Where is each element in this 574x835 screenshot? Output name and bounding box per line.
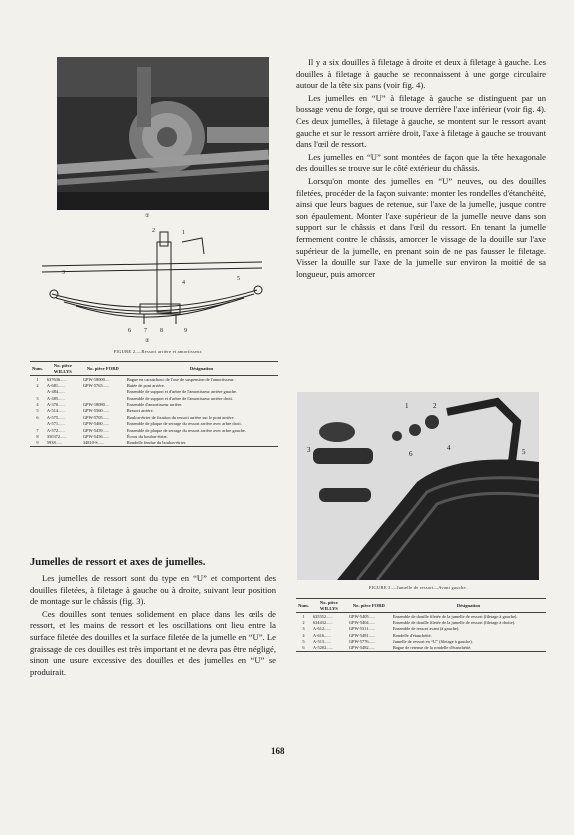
row-designation: Ensemble d'amortisseur arrière.	[126, 402, 183, 408]
table-row	[30, 376, 278, 383]
figure-2-drawing	[32, 224, 272, 336]
fig3-callout-1: 1	[405, 402, 409, 410]
header-ford: No. pièce FORD	[81, 362, 125, 376]
row-willys: 350372......	[46, 433, 67, 439]
row-num: 9	[30, 440, 45, 447]
row-num: 2	[302, 619, 305, 625]
fig3-callout-6: 6	[409, 450, 413, 458]
header-designation: Désignation	[125, 362, 278, 376]
fig3-callout-5: 5	[522, 448, 526, 456]
fig3-callout-4: 4	[447, 444, 451, 452]
row-num: 7	[36, 427, 39, 433]
figure-2-marker: ②	[145, 339, 150, 344]
fig2-callout-2: 2	[152, 228, 155, 234]
section-title: Jumelles de ressort et axes de jumelles.	[30, 557, 206, 568]
header-num: Num.	[296, 599, 311, 613]
right-paragraph-1: Il y a six douilles à filetage à droite et deux à filetage à gauche. Les douilles à filetage à gauche se reconnaissent à une gorge circulaire autour de la tête six pans (voir fig. 4).	[296, 57, 546, 91]
row-willys: A-572......	[46, 427, 65, 433]
right-paragraph-2: Les jumelles en “U” à filetage à gauche se distinguent par un bossage venu de forge, qui se trouve derrière l'axe inférieur (voir fig. 4). Ces deux jumelles, à filetage à gauche, se montent sur le ressort avant gauche et sur le ressort arrière droit, l'axe à filetage à gauche se trouvant dans l'œil de ressort.	[296, 92, 546, 150]
row-num: 6	[296, 645, 311, 652]
table-header-row	[30, 362, 278, 376]
row-num: 5	[36, 408, 39, 414]
figure-1-marker: ①	[145, 214, 150, 219]
row-num: 6	[36, 414, 39, 420]
row-ford: GPW-5459......	[82, 427, 110, 433]
row-designation: Rondelle d'étanchéité.	[392, 632, 432, 638]
row-num: 3	[302, 626, 305, 632]
row-ford: GPW-5482......	[347, 645, 391, 652]
row-designation: Ensemble de douille filetée de la jumelle de ressort (filetage à droite).	[392, 619, 516, 625]
row-ford: GPW-18000....	[82, 376, 110, 382]
row-ford: GPW-5705......	[82, 414, 110, 420]
header-willys: No. pièce WILLYS	[311, 599, 347, 613]
row-ford: GPW-5460......	[82, 421, 110, 427]
row-ford: GPW-5560......	[82, 408, 110, 414]
row-designation: Bague de retenue de la rondelle d'étanchéité.	[391, 645, 546, 652]
row-designation: Ressort arrière.	[126, 408, 154, 414]
row-num: 1	[302, 613, 305, 619]
row-designation: Rondelle fendue du boulon-étrier.	[125, 440, 278, 447]
row-willys: 635552......	[312, 613, 333, 619]
row-num: 8	[36, 433, 39, 439]
figure-1-photo	[57, 57, 269, 210]
row-willys: A-681......	[46, 382, 65, 388]
right-paragraph-3: Les jumelles en “U” sont montées de façon que la tête hexagonale des douilles se trouve sur le côté extérieur du châssis.	[296, 151, 546, 174]
right-paragraph-4: Lorsqu'on monte des jumelles en “U” neuves, ou des douilles filetées, procéder de la façon suivante: monter les rondelles d'étanchéité, ainsi que leurs bagues de retenue, sur l'axe de la jumelle, jusque contre son épaulement. Monter l'axe supérieur de la jumelle neuve dans son support sur le châssis et dans l'œil du ressort. En tenant la jumelle fermement contre le châssis, amorcer le vissage de la douille sur l'axe supérieur de la jumelle, en prenant soin de ne pas fausser le filetage. Visser la douille sur l'axe de la jumelle sur environ la moitié de sa longueur, puis amorcer	[296, 175, 546, 279]
row-willys: A-485......	[46, 395, 65, 401]
row-designation: Butée de pont arrière.	[126, 382, 165, 388]
row-designation: Ensemble de plaque de serrage du ressort arrière avec arbre gauche.	[126, 427, 246, 433]
row-num: 4	[302, 632, 305, 638]
fig3-callout-2: 2	[433, 402, 437, 410]
row-willys: 637636......	[46, 376, 67, 382]
fig2-callout-7: 7	[144, 328, 147, 334]
figure-3-photo	[297, 392, 539, 580]
row-ford: GPW-18080....	[82, 402, 110, 408]
row-willys: A-514......	[46, 408, 65, 414]
page-number: 168	[271, 746, 285, 756]
row-ford: GPW-5481......	[348, 632, 376, 638]
row-willys: 5938......	[45, 440, 81, 447]
fig2-callout-9: 9	[184, 328, 187, 334]
row-designation: Jumelle de ressort en “U” (filetage à gauche).	[392, 639, 473, 645]
table-row	[30, 440, 278, 447]
row-ford: GPW-5776......	[348, 639, 376, 645]
fig2-callout-5: 5	[237, 276, 240, 282]
row-willys: 634432......	[312, 619, 333, 625]
left-paragraph-2: Ces douilles sont tenues solidement en place dans les œils de ressort, et les mains de ressort et les oscillations ont lieu entre la surface filetée des douilles et la surface filetée de la jumelle en “U”. Le graissage de ces douilles est très important et ne devra pas être négligé, sinon une usure excessive des douilles et des jumelles en “U” se produirait.	[30, 608, 276, 677]
left-column-text	[30, 573, 276, 679]
row-willys: A-571......	[46, 421, 65, 427]
row-willys: A-575......	[46, 414, 65, 420]
row-designation: Ensemble de support et d'arbre de l'amortisseur arrière droit.	[126, 395, 233, 401]
row-willys: A-513......	[312, 639, 331, 645]
header-ford: No. pièce FORD	[347, 599, 391, 613]
row-num: 3	[36, 395, 39, 401]
row-designation: Ensemble de douille filetée de la jumelle de ressort (filetage à gauche).	[392, 613, 518, 619]
row-designation: Ensemble de support et d'arbre de l'amortisseur arrière gauche.	[126, 389, 238, 395]
parts-table-1	[30, 361, 278, 447]
right-column-text	[296, 57, 546, 281]
header-designation: Désignation	[391, 599, 546, 613]
table-row	[296, 645, 546, 652]
row-ford: GPW-5405......	[348, 613, 376, 619]
row-num: 2	[36, 382, 39, 388]
table-body	[296, 613, 546, 652]
table-row	[296, 613, 546, 620]
fig3-callout-3: 3	[307, 446, 311, 454]
row-designation: Boulon-étrier de fixation du ressort arrière sur le pont arrière.	[126, 414, 235, 420]
fig2-callout-8: 8	[160, 328, 163, 334]
row-designation: Bague en caoutchouc de l'axe de suspension de l'amortisseur.	[126, 376, 235, 382]
fig2-callout-4: 4	[182, 280, 185, 286]
figure-2-caption: FIGURE 2.—Ressort arrière et amortisseur.	[113, 349, 203, 354]
header-willys: No. pièce WILLYS	[45, 362, 81, 376]
row-num: 1	[36, 376, 39, 382]
row-designation: Ensemble de plaque de serrage du ressort arrière avec arbre droit.	[126, 421, 242, 427]
row-ford: GPW-5311......	[348, 626, 376, 632]
row-willys: A-612......	[312, 626, 331, 632]
row-ford: GPW-5456......	[82, 433, 110, 439]
row-ford: GPW-5763......	[82, 382, 110, 388]
row-willys: A-616......	[312, 632, 331, 638]
table-header-row	[296, 599, 546, 613]
left-paragraph-1: Les jumelles de ressort sont du type en “U” et comportent des douilles filetées, à filetage à gauche ou à droite, suivant leur position de montage sur le châssis (fig. 3).	[30, 573, 276, 607]
row-designation: Écrou du boulon-étrier.	[126, 433, 168, 439]
row-num: 5	[302, 639, 305, 645]
parts-table-2	[296, 598, 546, 652]
figure-3-caption: FIGURE 3.—Jumelle de ressort—Avant gauche.	[368, 585, 468, 590]
row-willys: A-484......	[46, 389, 65, 395]
row-ford: GPW-5404......	[348, 619, 376, 625]
row-ford: 34810-S......	[81, 440, 125, 447]
row-willys: A-5202......	[311, 645, 347, 652]
table-body	[30, 376, 278, 447]
fig2-callout-1: 1	[182, 230, 185, 236]
row-willys: A-370......	[46, 402, 65, 408]
header-num: Num.	[30, 362, 45, 376]
fig2-callout-3: 3	[62, 270, 65, 276]
fig2-callout-6: 6	[128, 328, 131, 334]
row-designation: Ensemble de ressort avant (à gauche).	[392, 626, 460, 632]
row-num: 4	[36, 402, 39, 408]
